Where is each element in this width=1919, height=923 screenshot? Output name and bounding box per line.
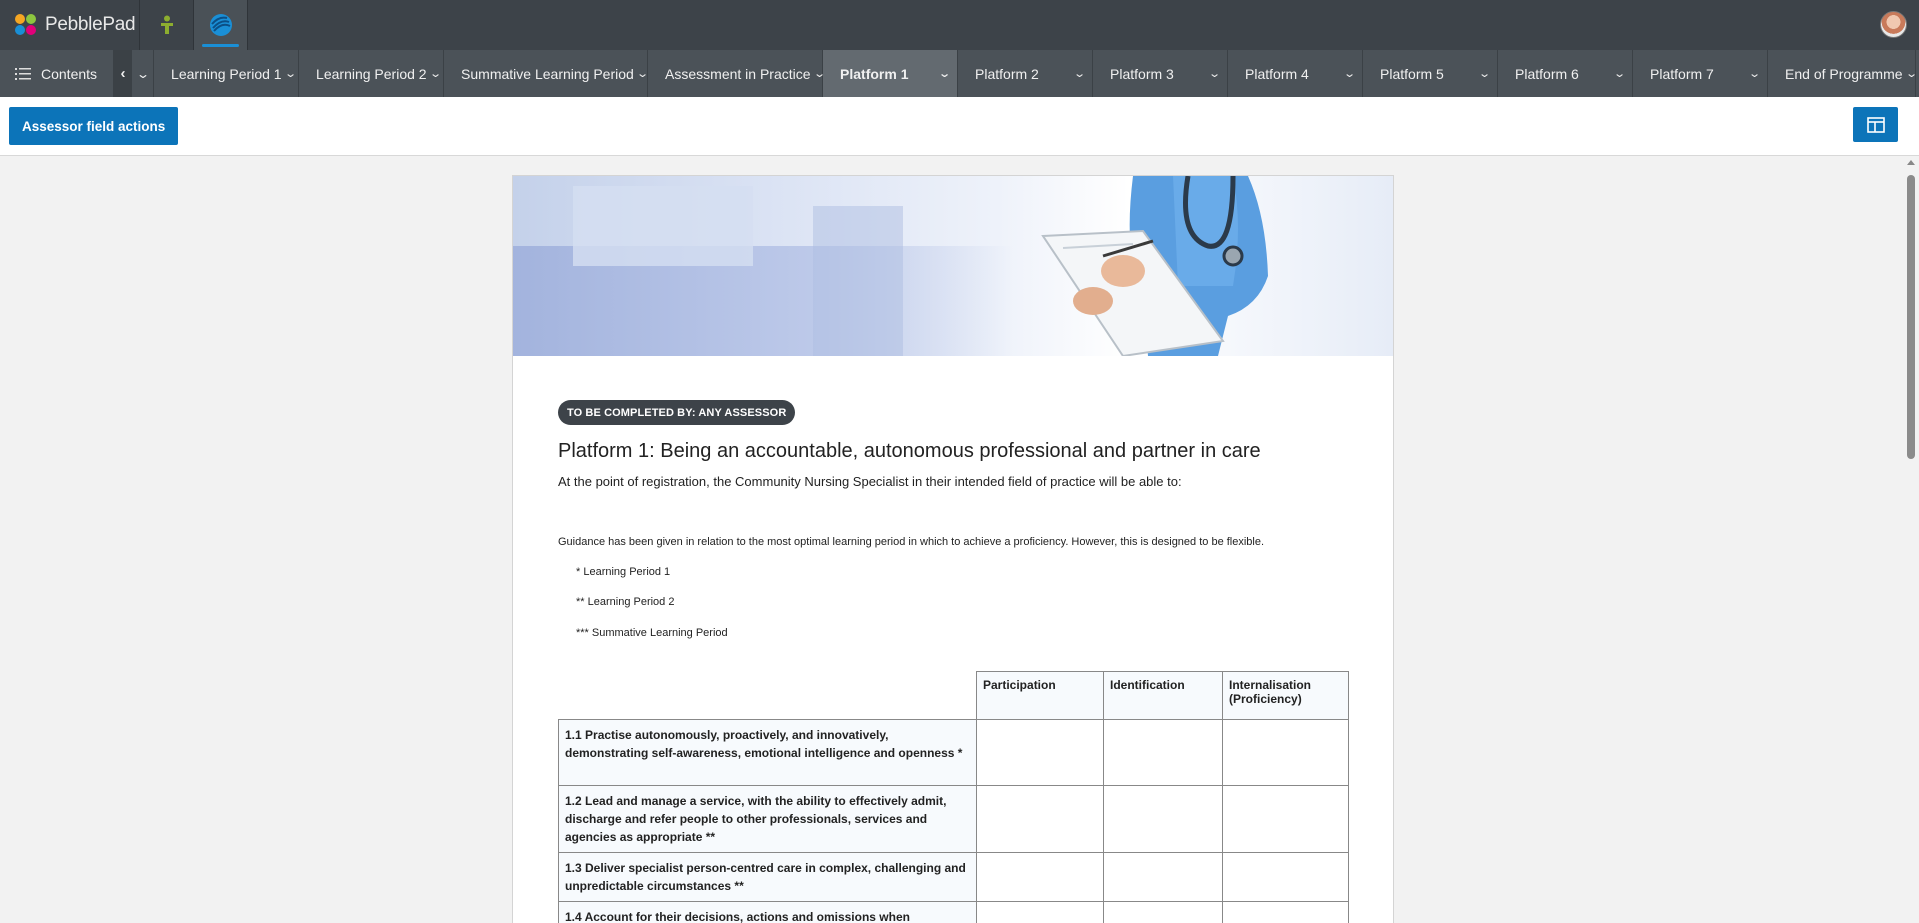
chevron-down-icon: ⌄: [1342, 68, 1356, 80]
internalisation-cell[interactable]: [1223, 853, 1349, 902]
chevron-down-icon: ⌄: [812, 68, 826, 80]
table-corner: [559, 672, 977, 720]
vertical-scrollbar[interactable]: [1902, 157, 1919, 923]
tab-label: Learning Period 2: [316, 65, 427, 82]
internalisation-cell[interactable]: [1223, 902, 1349, 923]
table-header-row: [559, 672, 1349, 720]
chevron-down-icon: ⌄: [1207, 68, 1221, 80]
page-subtitle: At the point of registration, the Community Nursing Specialist in their intended field of practice will be able to:: [558, 474, 1182, 489]
guidance-text: Guidance has been given in relation to the most optimal learning period in which to achieve a proficiency. However, this is designed to be flexible.: [558, 536, 1265, 548]
tab-platform-1[interactable]: [823, 50, 958, 97]
internalisation-cell[interactable]: [1223, 786, 1349, 853]
tab-platform-2[interactable]: [958, 50, 1093, 97]
contents-button[interactable]: [0, 50, 114, 97]
tab-label: Platform 2: [975, 65, 1039, 82]
chevron-down-icon: ⌄: [135, 66, 150, 81]
top-app-bar: [0, 0, 1919, 50]
identification-cell[interactable]: [1104, 902, 1223, 923]
banner-image: [513, 176, 1393, 356]
column-header: Identification: [1104, 672, 1223, 720]
chevron-down-icon: ⌄: [1072, 68, 1086, 80]
legend-item: ** Learning Period 2: [576, 596, 675, 608]
tab-label: Learning Period 1: [171, 65, 282, 82]
tab-end-of-programme[interactable]: [1768, 50, 1916, 97]
legend-item: * Learning Period 1: [576, 566, 671, 578]
table-row: [559, 853, 1349, 902]
layout-panel-icon: [1867, 117, 1885, 133]
tab-label: Platform 5: [1380, 65, 1444, 82]
chevron-down-icon: ⌄: [283, 68, 297, 80]
chevron-down-icon: ⌄: [1747, 68, 1761, 80]
tab-platform-7[interactable]: [1633, 50, 1768, 97]
table-row: [559, 786, 1349, 853]
criterion-cell: 1.3 Deliver specialist person-centred care in complex, challenging and unpredictable circumstances **: [559, 853, 977, 902]
nav-more-button[interactable]: [132, 50, 154, 97]
layout-toggle-button[interactable]: [1853, 107, 1898, 142]
workspace-button[interactable]: [194, 0, 248, 50]
page-viewport: [0, 157, 1919, 923]
user-avatar[interactable]: [1880, 11, 1907, 38]
tab-learning-period-2[interactable]: [299, 50, 444, 97]
chevron-down-icon: ⌄: [1904, 68, 1918, 80]
identification-cell[interactable]: [1104, 720, 1223, 786]
tab-learning-period-1[interactable]: [154, 50, 299, 97]
table-row: [559, 902, 1349, 923]
participation-cell[interactable]: [977, 720, 1104, 786]
tab-platform-4[interactable]: [1228, 50, 1363, 97]
chevron-down-icon: ⌄: [635, 68, 649, 80]
pebblepad-logo-icon: [15, 14, 37, 36]
contents-label: Contents: [41, 65, 98, 82]
assets-button[interactable]: [140, 0, 194, 50]
tab-platform-3[interactable]: [1093, 50, 1228, 97]
assessor-field-actions-button[interactable]: Assessor field actions: [9, 107, 178, 145]
internalisation-cell[interactable]: [1223, 720, 1349, 786]
list-icon: [15, 67, 31, 81]
tab-label: Platform 1: [840, 65, 909, 82]
tab-assessment-in-practice[interactable]: [648, 50, 826, 97]
participation-cell[interactable]: [977, 853, 1104, 902]
tab-platform-5[interactable]: [1363, 50, 1498, 97]
criterion-cell: 1.2 Lead and manage a service, with the ability to effectively admit, discharge and refer people to other professionals, services and agencies as appropriate **: [559, 786, 977, 853]
assessor-badge: TO BE COMPLETED BY: ANY ASSESSOR: [558, 400, 795, 425]
chevron-down-icon: ⌄: [428, 68, 442, 80]
atlas-globe-icon: [209, 13, 233, 37]
tab-label: Platform 4: [1245, 65, 1309, 82]
scrollbar-thumb[interactable]: [1907, 175, 1915, 459]
brand[interactable]: [0, 0, 140, 50]
tab-label: Platform 7: [1650, 65, 1714, 82]
proficiency-table: [558, 671, 1349, 923]
chevron-down-icon: ⌄: [937, 68, 951, 80]
tab-label: Assessment in Practice: [665, 65, 811, 82]
identification-cell[interactable]: [1104, 853, 1223, 902]
workbook-nav-bar: [0, 50, 1919, 97]
column-header: Internalisation (Proficiency): [1223, 672, 1349, 720]
tab-platform-6[interactable]: [1498, 50, 1633, 97]
criterion-cell: 1.4 Account for their decisions, actions and omissions when: [559, 902, 977, 923]
column-header: Participation: [977, 672, 1104, 720]
legend-item: *** Summative Learning Period: [576, 627, 728, 639]
tab-label: End of Programme: [1785, 65, 1903, 82]
tab-label: Summative Learning Period: [461, 65, 634, 82]
tab-summative-learning-period[interactable]: [444, 50, 648, 97]
brand-name: PebblePad: [45, 14, 136, 35]
identification-cell[interactable]: [1104, 786, 1223, 853]
chevron-left-icon: ‹: [120, 65, 126, 82]
criterion-cell: 1.1 Practise autonomously, proactively, and innovatively, demonstrating self-awareness, emotional intelligence and openness *: [559, 720, 977, 786]
chevron-down-icon: ⌄: [1612, 68, 1626, 80]
workbook-page: [512, 175, 1394, 923]
tab-label: Platform 3: [1110, 65, 1174, 82]
participation-cell[interactable]: [977, 902, 1104, 923]
page-title: Platform 1: Being an accountable, autonomous professional and partner in care: [558, 440, 1261, 462]
action-bar: [0, 97, 1919, 156]
tab-label: Platform 6: [1515, 65, 1579, 82]
nav-scroll-left-button[interactable]: [114, 50, 132, 97]
table-row: [559, 720, 1349, 786]
chevron-down-icon: ⌄: [1477, 68, 1491, 80]
participation-cell[interactable]: [977, 786, 1104, 853]
nurse-illustration-icon: [1003, 176, 1303, 356]
person-icon: [158, 15, 176, 35]
scroll-up-icon[interactable]: [1907, 160, 1915, 165]
